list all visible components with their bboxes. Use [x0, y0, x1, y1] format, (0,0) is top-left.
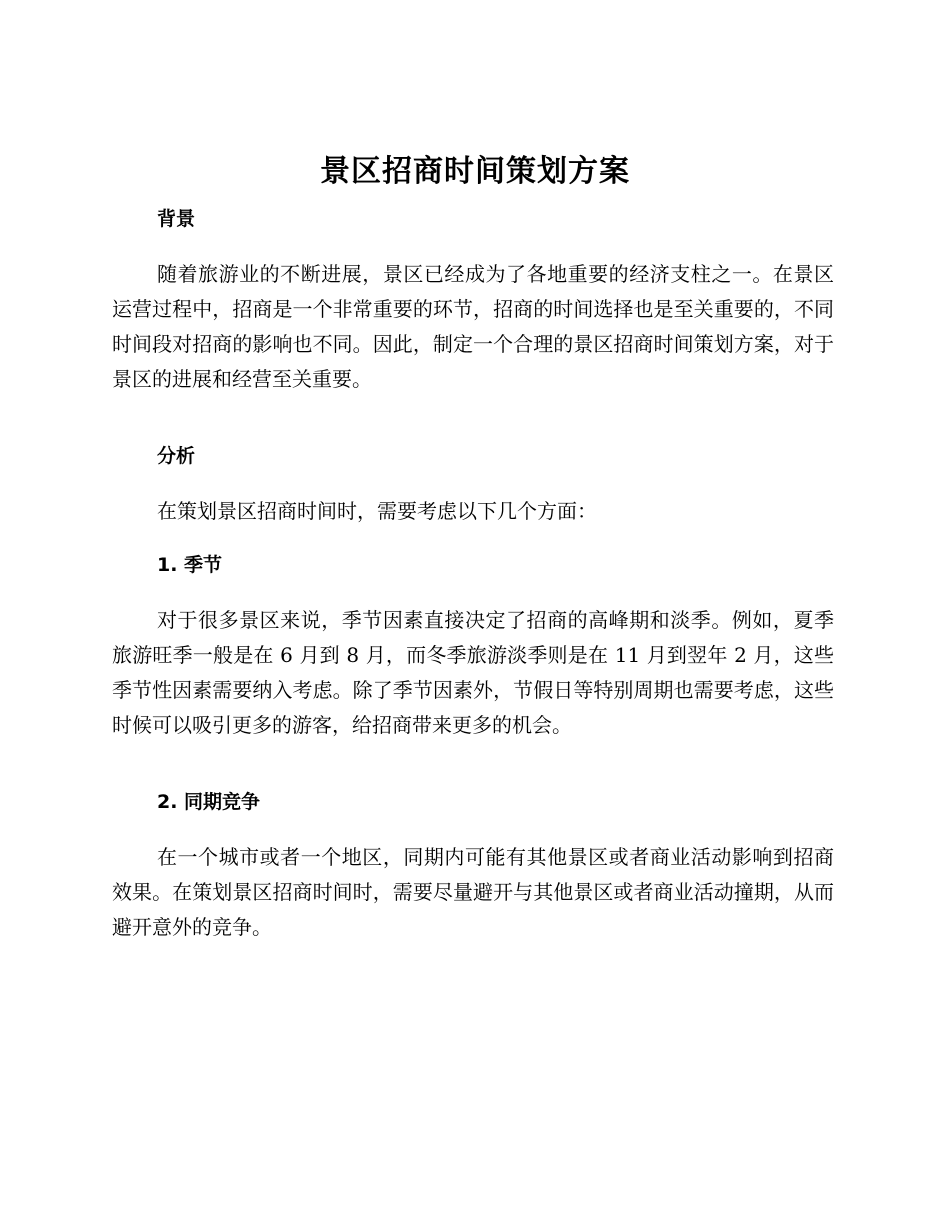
section-paragraph-background: 随着旅游业的不断进展，景区已经成为了各地重要的经济支柱之一。在景区运营过程中，招商是一个非常重要的环节，招商的时间选择也是至关重要的，不同时间段对招商的影响也不同。因此，制定一个合理的景区招商时间策划方案，对于景区的进展和经营至关重要。 — [112, 262, 834, 391]
section-paragraph-season: 对于很多景区来说，季节因素直接决定了招商的高峰期和淡季。例如，夏季旅游旺季一般是在 6 月到 8 月，而冬季旅游淡季则是在 11 月到翌年 2 月，这些季节性因素需要纳入考虑。除了季节因素外，节假日等特别周期也需要考虑，这些时候可以吸引更多的游客，给招商带来更多的机会。 — [112, 608, 834, 737]
section-heading-background: 背景 — [157, 208, 196, 230]
section-paragraph-analysis: 在策划景区招商时间时，需要考虑以下几个方面： — [157, 499, 597, 523]
section-heading-season: 1. 季节 — [157, 554, 223, 576]
document-title: 景区招商时间策划方案 — [320, 154, 630, 189]
section-heading-competition: 2. 同期竞争 — [157, 791, 261, 813]
section-paragraph-competition: 在一个城市或者一个地区，同期内可能有其他景区或者商业活动影响到招商效果。在策划景区招商时间时，需要尽量避开与其他景区或者商业活动撞期，从而避开意外的竞争。 — [112, 845, 834, 939]
section-heading-analysis: 分析 — [157, 445, 196, 467]
